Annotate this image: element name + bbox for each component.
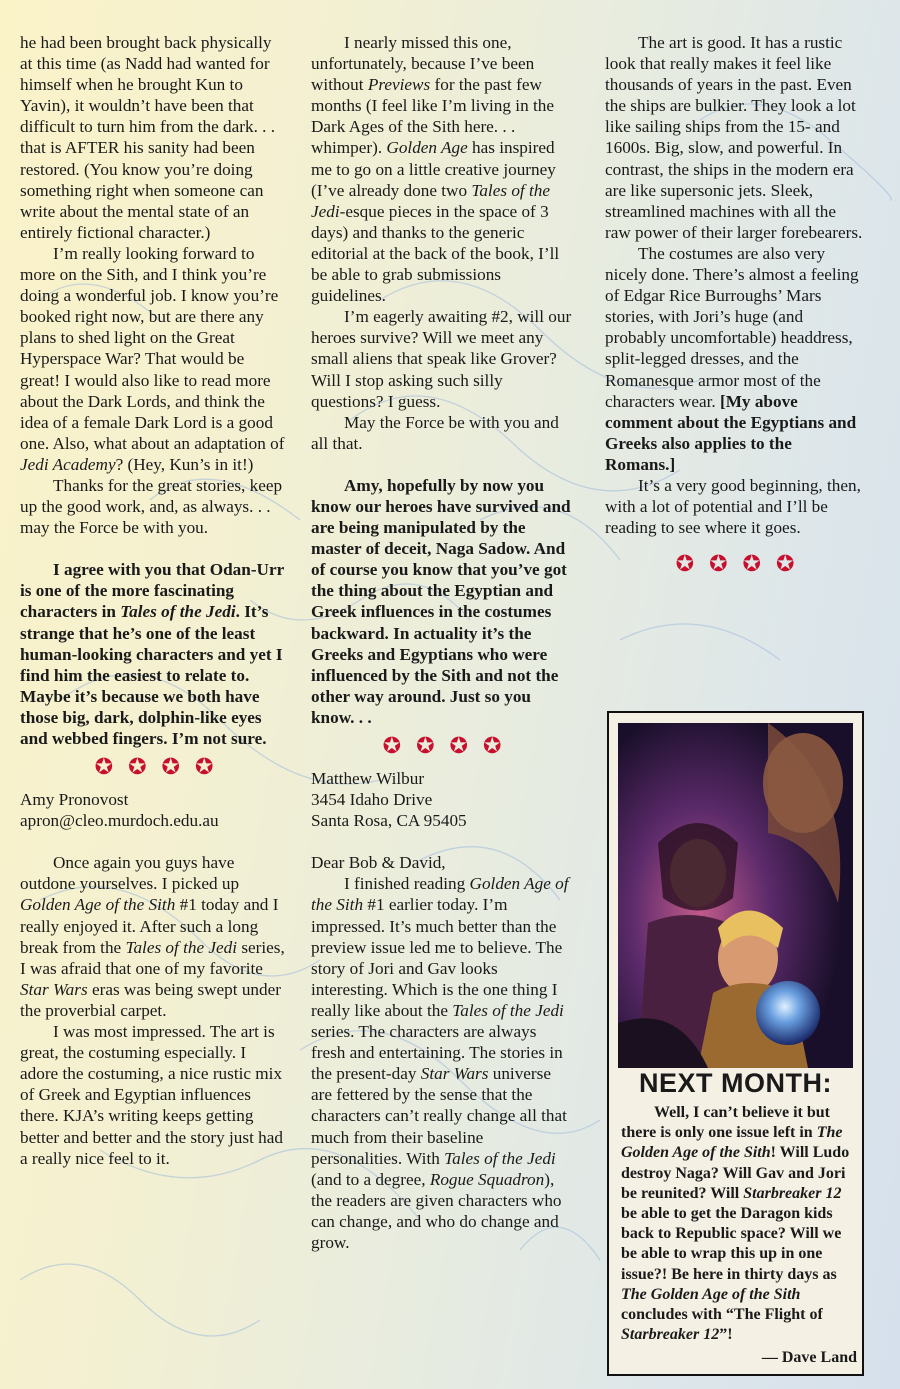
column-2 <box>311 32 573 1253</box>
letter-paragraph: It’s a very good beginning, then, with a lot of potential and I’ll be reading to see where it goes. <box>605 475 861 538</box>
rebel-insignia-icon: ✪ <box>194 755 214 781</box>
rebel-insignia-icon: ✪ <box>675 552 695 578</box>
letter-paragraph: he had been brought back physically at this time (as Nadd had wanted for himself when he brought Kun to Yavin), it wouldn’t have been that difficult to turn him from the dark. . . that is AFTER his sanity had been restored. (You know you’re doing something right when someone can write about the mental state of an entirely fictional character.) <box>20 33 276 242</box>
author-address: Santa Rosa, CA 95405 <box>311 811 467 831</box>
letter-paragraph: Thanks for the great stories, keep up the good work, and, as always. . . may the Force be with you. <box>20 475 283 538</box>
rebel-symbols-divider <box>605 554 865 576</box>
letter-paragraph: Once again you guys have outdone yourselves. I picked up Golden Age of the Sith #1 today and I really enjoyed it. After such a long break from the Tales of the Jedi series, I was afraid that one of my favorite Star Wars eras was being swept under the proverbial carpet. <box>20 853 285 1020</box>
rebel-insignia-icon: ✪ <box>161 755 180 781</box>
editor-reply: Amy, hopefully by now you know our heroes have survived and are being manipulated by the master of deceit, Naga Sadow. And of course you know that you’ve got the thing about the Egyptian and Greek influences in the costumes backward. In actuality it’s the Greeks and Egyptians who were influenced by the Sith and not the other way around. Just so you know. . . <box>311 475 571 727</box>
letter-paragraph: I nearly missed this one, unfortunately, because I’ve been without Previews for the past few months (I feel like I’m living in the Dark Ages of the Sith here. . . whimper). Golden Age has inspired me to go on a little creative journey (I’ve already done two Tales of the Jedi-esque pieces in the space of 3 days) and thanks to the generic editorial at the back of the book, I’ll be able to grab submissions guidelines. <box>311 33 560 306</box>
letter-paragraph: May the Force be with you and all that. <box>311 412 559 453</box>
next-month-heading: NEXT MONTH: <box>639 1068 832 1098</box>
letter-paragraph: I’m really looking forward to more on the Sith, and I think you’re doing a wonderful job. I know you’re booked right now, but are there any plans to shed light on the Great Hyperspace War? That would be great! I would also like to read more about the Dark Lords, and think the idea of a female Dark Lord is a good one. Also, what about an adaptation of Jedi Academy? (Hey, Kun’s in it!) <box>20 243 285 474</box>
letter-paragraph: I was most impressed. The art is great, the costuming especially. I adore the costuming, a nice rustic mix of Greek and Egyptian influences there. KJA’s writing keeps getting better and better and the story just had a really nice feel to it. <box>20 1022 283 1168</box>
column-1 <box>20 32 288 1169</box>
letter-paragraph: The costumes are also very nicely done. There’s almost a feeling of Edgar Rice Burroughs’ Mars stories, with Jori’s huge (and probably uncomfortable) headdress, split-legged dresses, and the Romanesque armor most of the characters wear. [My above comment about the Egyptians and Greeks also applies to the Romans.] <box>605 243 859 474</box>
next-month-text: Well, I can’t believe it but there is only one issue left in The Golden Age of the Sith! Will Ludo destroy Naga? Will Gav and Jori be reunited? Will Starbreaker 12 be able to get the Daragon kids back to Republic space? Will we be able to wrap this up in one issue?! Be here in thirty days as The Golden Age of the Sith concludes with “The Flight of Starbreaker 12”! — Dave Land <box>621 1103 857 1385</box>
letter-salutation: Dear Bob & David, <box>311 853 446 873</box>
author-name: Amy Pronovost <box>20 790 129 810</box>
rebel-insignia-icon: ✪ <box>709 552 728 578</box>
next-month-box <box>607 711 864 1376</box>
author-name: Matthew Wilbur <box>311 769 425 788</box>
rebel-insignia-icon: ✪ <box>382 734 402 759</box>
rebel-insignia-icon: ✪ <box>416 734 435 759</box>
rebel-insignia-icon: ✪ <box>775 552 795 578</box>
rebel-symbols-divider <box>20 757 288 779</box>
letter-paragraph: I finished reading Golden Age of the Sith #1 earlier today. I’m impressed. It’s much better than the preview issue led me to believe. The story of Jori and Gav looks interesting. Which is the one thing I really like about the Tales of the Jedi series. The characters are always fresh and entertaining. The stories in the present-day Star Wars universe are fettered by the sense that the characters can’t really change all that much from their baseline personalities. With Tales of the Jedi (and to a degree, Rogue Squadron), the readers are given characters who can change, and who do change and grow. <box>311 874 569 1252</box>
rebel-insignia-icon: ✪ <box>449 734 468 759</box>
cover-artwork <box>618 723 853 1068</box>
author-address: 3454 Idaho Drive <box>311 790 433 810</box>
rebel-symbols-divider <box>311 736 573 758</box>
column-3 <box>605 32 865 586</box>
letter-paragraph: I’m eagerly awaiting #2, will our heroes survive? Will we meet any small aliens that speak like Grover? Will I stop asking such silly questions? I guess. <box>311 307 572 411</box>
rebel-insignia-icon: ✪ <box>482 734 502 759</box>
rebel-insignia-icon: ✪ <box>128 755 147 781</box>
rebel-insignia-icon: ✪ <box>94 755 114 781</box>
signature: — Dave Land <box>761 1349 857 1367</box>
rebel-insignia-icon: ✪ <box>742 552 761 578</box>
author-email: apron@cleo.murdoch.edu.au <box>20 811 219 831</box>
editor-reply: I agree with you that Odan-Urr is one of the more fascinating characters in Tales of the Jedi. It’s strange that he’s one of the least human-looking characters and yet I find him the easiest to relate to. Maybe it’s because we both have those big, dark, dolphin-like eyes and webbed fingers. I’m not sure. <box>20 560 284 748</box>
letter-paragraph: The art is good. It has a rustic look that really makes it feel like thousands of years in the past. Even the ships are bulkier. They look a lot like sailing ships from the 15- and 1600s. Big, slow, and powerful. In contrast, the ships in the modern era are like supersonic jets. Sleek, streamlined machines with all the raw power of their larger forebearers. <box>605 33 863 242</box>
